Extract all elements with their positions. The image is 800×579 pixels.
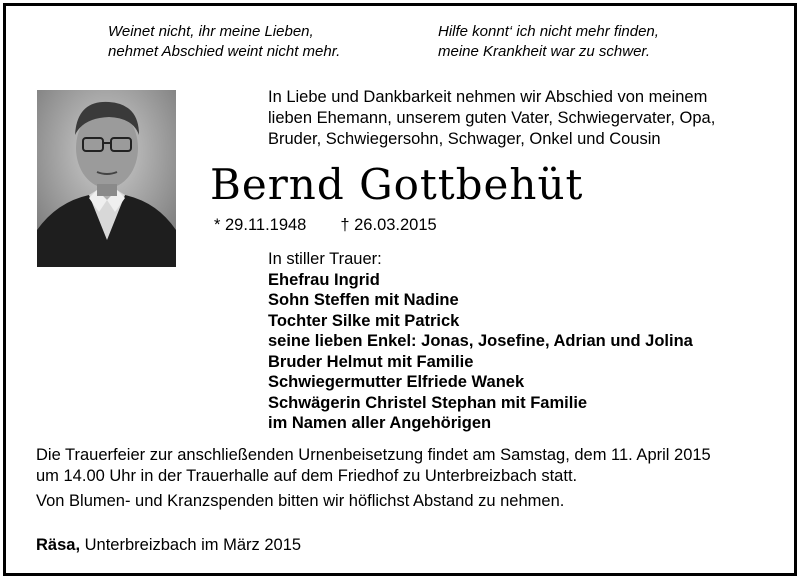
portrait-image — [37, 90, 176, 267]
mourner-4: seine lieben Enkel: Jonas, Josefine, Adrian und Jolina — [268, 332, 693, 350]
ceremony-line-2: um 14.00 Uhr in der Trauerhalle auf dem Friedhof zu Unterbreizbach statt. — [36, 467, 578, 485]
life-dates — [214, 216, 437, 235]
flowers-note: Von Blumen- und Kranzspenden bitten wir höflichst Abstand zu nehmen. — [36, 492, 565, 510]
poem-right-line-2: meine Krankheit war zu schwer. — [438, 43, 651, 60]
poem-left-line-1: Weinet nicht, ihr meine Lieben, — [108, 23, 314, 40]
intro-line-2: lieben Ehemann, unserem guten Vater, Schwiegervater, Opa, — [268, 109, 716, 127]
mourner-8: im Namen aller Angehörigen — [268, 414, 492, 432]
mourner-2: Sohn Steffen mit Nadine — [268, 291, 459, 309]
portrait-photo — [37, 90, 176, 267]
place-town: Räsa, — [36, 536, 81, 554]
mourners-heading: In stiller Trauer: — [268, 250, 382, 268]
mourner-5: Bruder Helmut mit Familie — [268, 352, 474, 371]
mourners-list — [268, 249, 693, 434]
birth-date: * 29.11.1948 — [214, 216, 307, 234]
poem-right — [438, 22, 659, 62]
mourner-6: Schwiegermutter Elfriede Wanek — [268, 373, 525, 391]
intro-line-3: Bruder, Schwiegersohn, Schwager, Onkel und Cousin — [268, 130, 661, 148]
place-rest: Unterbreizbach im März 2015 — [84, 536, 302, 554]
place-date — [36, 536, 301, 555]
deceased-name: Bernd Gottbehüt — [210, 160, 584, 209]
poem-left — [108, 22, 340, 62]
intro-line-1: In Liebe und Dankbarkeit nehmen wir Abschied von meinem — [268, 88, 708, 106]
mourner-3: Tochter Silke mit Patrick — [268, 311, 460, 330]
death-date: † 26.03.2015 — [340, 216, 437, 234]
poem-left-line-2: nehmet Abschied weint nicht mehr. — [108, 43, 341, 60]
ceremony-line-1: Die Trauerfeier zur anschließenden Urnenbeisetzung findet am Samstag, dem 11. April 2015 — [36, 446, 711, 464]
ceremony-info — [36, 445, 711, 487]
mourner-7: Schwägerin Christel Stephan mit Familie — [268, 393, 588, 412]
intro-text — [268, 87, 715, 150]
mourner-1: Ehefrau Ingrid — [268, 270, 380, 289]
poem-right-line-1: Hilfe konnt‘ ich nicht mehr finden, — [438, 23, 659, 40]
